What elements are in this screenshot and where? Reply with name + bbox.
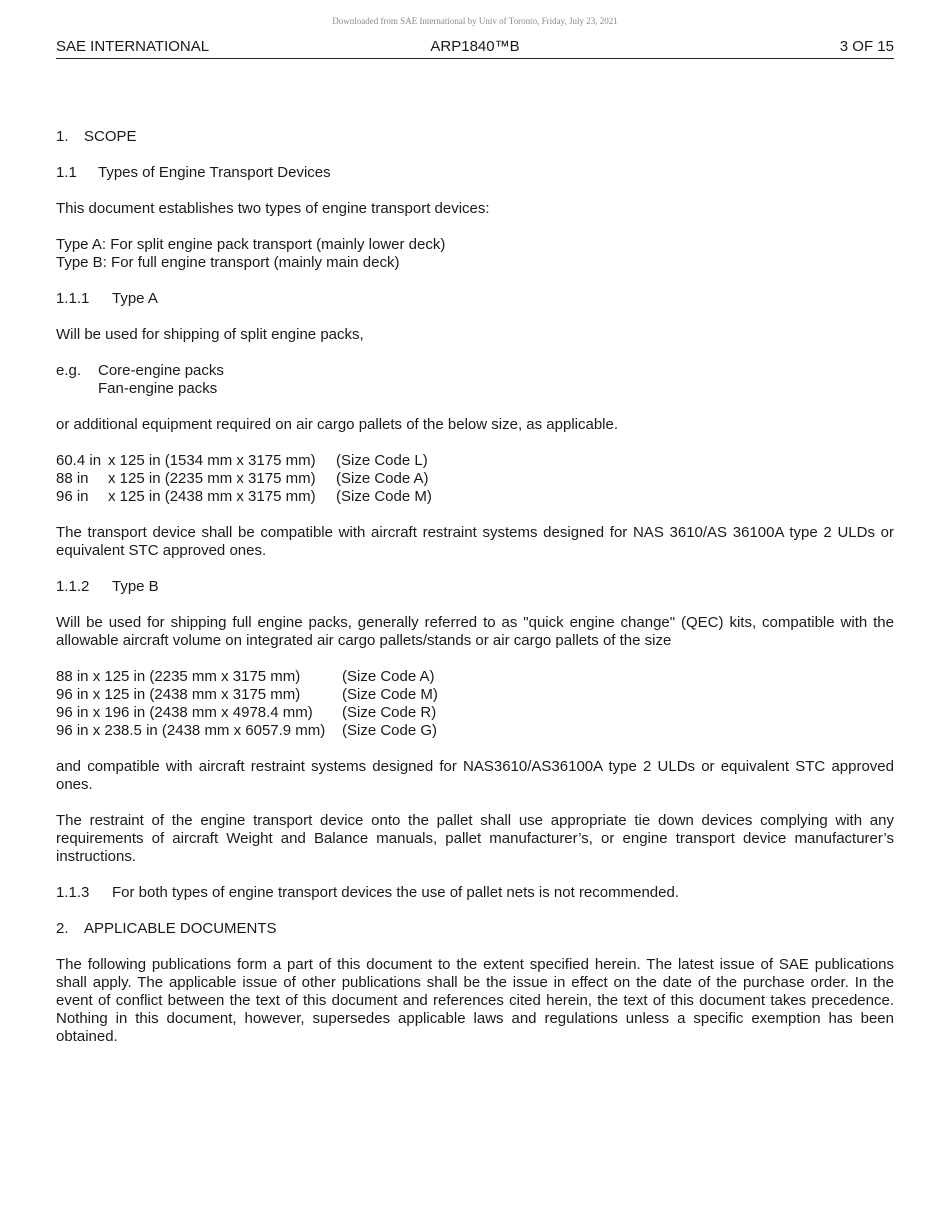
section-number: 1.1 xyxy=(56,164,77,181)
table-row xyxy=(56,452,432,470)
section-number: 1.1.2 xyxy=(56,578,90,595)
restraint-paragraph: The restraint of the engine transport device onto the pallet shall use appropriate tie down devices complying with any requirements of aircraft Weight and Balance manuals, pallet manufacturer’s, or engine transport device manufacturer’s instructions. xyxy=(56,812,894,865)
size-width: 60.4 in xyxy=(56,452,102,469)
type-b-size-table xyxy=(56,668,438,740)
size-dimensions: x 125 in (2235 mm x 3175 mm) xyxy=(108,470,316,487)
section-1-1-2-heading xyxy=(56,578,894,596)
example-label: e.g. xyxy=(56,362,82,379)
size-dimensions: 88 in x 125 in (2235 mm x 3175 mm) xyxy=(56,668,301,685)
page-header xyxy=(56,38,894,59)
section-number: 1.1.1 xyxy=(56,290,90,307)
size-width: 96 in xyxy=(56,488,89,505)
size-width: 88 in xyxy=(56,470,89,487)
list-item: Fan-engine packs xyxy=(98,380,218,397)
section-title: Types of Engine Transport Devices xyxy=(98,164,331,181)
header-page-number: 3 OF 15 xyxy=(839,38,894,55)
table-row xyxy=(56,470,432,488)
type-a-line: Type A: For split engine pack transport (mainly lower deck) xyxy=(56,236,446,253)
section-1-1-heading xyxy=(56,164,894,182)
section-title: Type A xyxy=(112,290,158,307)
size-code: (Size Code M) xyxy=(342,686,438,703)
section-1-1-3-paragraph xyxy=(56,884,894,902)
size-code: (Size Code M) xyxy=(336,488,432,505)
type-b-compatibility: and compatible with aircraft restraint systems designed for NAS3610/AS36100A type 2 ULDs or equivalent STC approved ones. xyxy=(56,758,894,793)
table-row xyxy=(56,686,438,704)
type-a-use: Will be used for shipping of split engine packs, xyxy=(56,326,364,343)
section-number: 1. xyxy=(56,128,69,145)
document-body xyxy=(56,128,894,1046)
size-code: (Size Code A) xyxy=(336,470,429,487)
additional-equipment-text: or additional equipment required on air cargo pallets of the below size, as applicable. xyxy=(56,416,619,433)
section-1-heading xyxy=(56,128,894,146)
section-title: APPLICABLE DOCUMENTS xyxy=(84,920,277,937)
type-b-use: Will be used for shipping full engine packs, generally referred to as "quick engine change" (QEC) kits, compatible with the allowable aircraft volume on integrated air cargo pallets/stands or air cargo pallets of the size xyxy=(56,614,894,649)
download-note: Downloaded from SAE International by Univ of Toronto, Friday, July 23, 2021 xyxy=(332,16,618,26)
section-title: Type B xyxy=(112,578,159,595)
applicable-documents-paragraph: The following publications form a part of this document to the extent specified herein. The latest issue of SAE publications shall apply. The applicable issue of other publications shall be the issue in effect on the date of the purchase order. In the event of conflict between the text of this document and references cited herein, the text of this document takes precedence. Nothing in this document, however, supersedes applicable laws and regulations unless a specific exemption has been obtained. xyxy=(56,956,894,1045)
section-text: For both types of engine transport devices the use of pallet nets is not recommended. xyxy=(112,884,679,901)
size-dimensions: 96 in x 238.5 in (2438 mm x 6057.9 mm) xyxy=(56,722,326,739)
size-code: (Size Code L) xyxy=(336,452,428,469)
intro-paragraph: This document establishes two types of engine transport devices: xyxy=(56,200,490,217)
size-dimensions: x 125 in (1534 mm x 3175 mm) xyxy=(108,452,316,469)
section-2-heading xyxy=(56,920,894,938)
section-1-1-1-heading xyxy=(56,290,894,308)
size-code: (Size Code R) xyxy=(342,704,437,721)
size-dimensions: 96 in x 196 in (2438 mm x 4978.4 mm) xyxy=(56,704,313,721)
header-doc-id: ARP1840™B xyxy=(430,38,520,55)
example-list xyxy=(56,362,894,398)
section-number: 2. xyxy=(56,920,69,937)
section-number: 1.1.3 xyxy=(56,884,90,901)
table-row xyxy=(56,488,432,506)
type-a-compatibility: The transport device shall be compatible with aircraft restraint systems designed for NAS 3610/AS 36100A type 2 ULDs or equivalent STC approved ones. xyxy=(56,524,894,559)
table-row xyxy=(56,722,438,740)
size-dimensions: 96 in x 125 in (2438 mm x 3175 mm) xyxy=(56,686,301,703)
list-item: Core-engine packs xyxy=(98,362,224,379)
section-title: SCOPE xyxy=(84,128,137,145)
size-dimensions: x 125 in (2438 mm x 3175 mm) xyxy=(108,488,316,505)
header-org: SAE INTERNATIONAL xyxy=(56,38,210,55)
table-row xyxy=(56,704,438,722)
size-code: (Size Code G) xyxy=(342,722,438,739)
type-b-line: Type B: For full engine transport (mainly main deck) xyxy=(56,254,400,271)
table-row xyxy=(56,668,438,686)
size-code: (Size Code A) xyxy=(342,668,435,685)
type-a-size-table xyxy=(56,452,432,506)
